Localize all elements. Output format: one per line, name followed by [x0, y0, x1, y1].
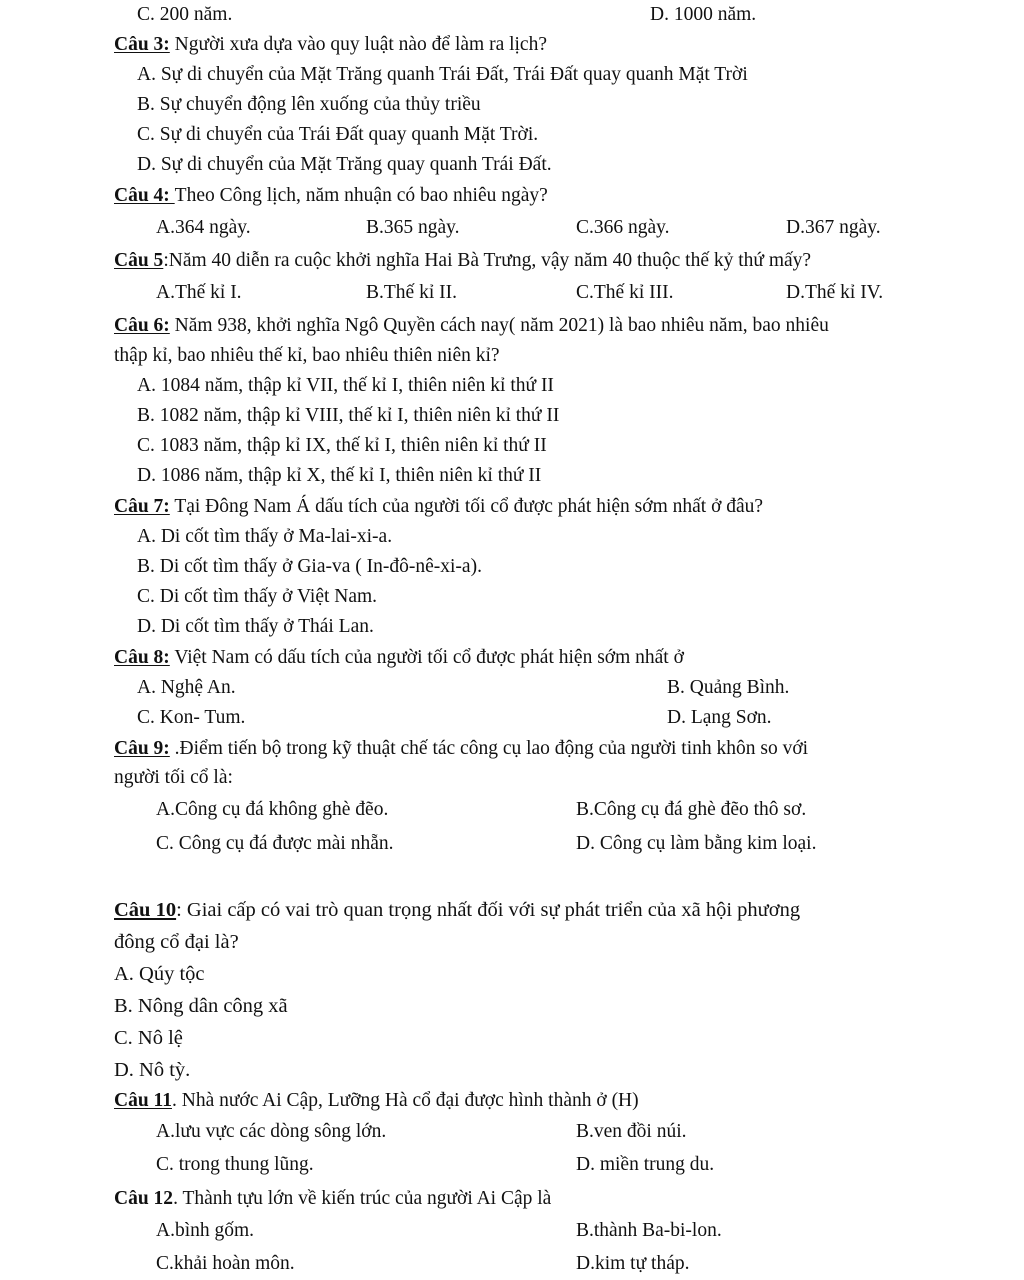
- option-a: A. Qúy tộc: [114, 963, 205, 985]
- option-a: A.364 ngày.: [156, 217, 251, 238]
- question-label: Câu 5: [114, 250, 164, 271]
- option-b: B. Sự chuyển động lên xuống của thủy triều: [137, 94, 481, 115]
- option-b: B. Nông dân công xã: [114, 995, 288, 1017]
- option-c: C.khải hoàn môn.: [156, 1253, 295, 1274]
- option-a: A.lưu vực các dòng sông lớn.: [156, 1121, 387, 1142]
- option-a: A.Công cụ đá không ghè đẽo.: [156, 799, 389, 820]
- option-c: C. trong thung lũng.: [156, 1154, 314, 1175]
- option-d: D. miền trung du.: [576, 1154, 715, 1175]
- option-c: C.Thế kỉ III.: [576, 282, 674, 303]
- question-11: [114, 1091, 639, 1111]
- option-c: C. Công cụ đá được mài nhẵn.: [156, 833, 394, 854]
- question-text-cont: thập kỉ, bao nhiêu thế kỉ, bao nhiêu thiên niên kỉ?: [114, 345, 500, 366]
- option-a: A. Di cốt tìm thấy ở Ma-lai-xi-a.: [137, 526, 393, 547]
- question-text: :Năm 40 diễn ra cuộc khởi nghĩa Hai Bà Trưng, vậy năm 40 thuộc thế kỷ thứ mấy?: [163, 250, 812, 271]
- option-a: A.Thế kỉ I.: [156, 282, 242, 303]
- question-label: Câu 7:: [114, 496, 170, 517]
- question-text: Tại Đông Nam Á dấu tích của người tối cổ được phát hiện sớm nhất ở đâu?: [169, 496, 764, 517]
- question-5: [114, 251, 811, 271]
- option-a: A. Nghệ An.: [137, 677, 236, 698]
- option-c: C. Nô lệ: [114, 1027, 183, 1049]
- option-d: D. Lạng Sơn.: [667, 707, 772, 728]
- option-d: D. Di cốt tìm thấy ở Thái Lan.: [137, 616, 374, 637]
- question-text: Việt Nam có dấu tích của người tối cổ được phát hiện sớm nhất ở: [169, 647, 684, 668]
- question-3: [114, 35, 547, 55]
- question-text: . Nhà nước Ai Cập, Lưỡng Hà cổ đại được hình thành ở (H): [171, 1090, 639, 1111]
- option-b: B.Thế kỉ II.: [366, 282, 457, 303]
- question-text: : Giai cấp có vai trò quan trọng nhất đối với sự phát triển của xã hội phương: [176, 899, 801, 921]
- question-text: Người xưa dựa vào quy luật nào để làm ra lịch?: [169, 34, 547, 55]
- question-10: [114, 900, 800, 921]
- question-6: [114, 316, 829, 336]
- question-12: [114, 1189, 551, 1209]
- question-text-cont: đông cổ đại là?: [114, 931, 239, 953]
- option-b: B. Di cốt tìm thấy ở Gia-va ( In-đô-nê-xi-a).: [137, 556, 482, 577]
- option-d: D.367 ngày.: [786, 217, 881, 238]
- question-text: Theo Công lịch, năm nhuận có bao nhiêu ngày?: [174, 185, 548, 206]
- option-c: C. 200 năm.: [137, 4, 233, 25]
- option-d: D. Nô tỳ.: [114, 1059, 191, 1081]
- option-a: A. 1084 năm, thập kỉ VII, thế kỉ I, thiên niên kỉ thứ II: [137, 375, 554, 396]
- question-text: Năm 938, khởi nghĩa Ngô Quyền cách nay( năm 2021) là bao nhiêu năm, bao nhiêu: [169, 315, 829, 336]
- question-4: [114, 186, 548, 206]
- option-b: B. Quảng Bình.: [667, 677, 790, 698]
- option-c: C. Kon- Tum.: [137, 707, 246, 728]
- option-c: C. Di cốt tìm thấy ở Việt Nam.: [137, 586, 378, 607]
- option-d: D.kim tự tháp.: [576, 1253, 690, 1274]
- option-b: B.thành Ba-bi-lon.: [576, 1220, 722, 1241]
- question-label: Câu 9:: [114, 738, 170, 759]
- option-d: D. Sự di chuyển của Mặt Trăng quay quanh Trái Đất.: [137, 154, 552, 175]
- option-d: D. 1000 năm.: [650, 4, 757, 25]
- option-d: D. 1086 năm, thập kỉ X, thế kỉ I, thiên niên kỉ thứ II: [137, 465, 542, 486]
- option-b: B.ven đồi núi.: [576, 1121, 687, 1142]
- question-9: [114, 739, 808, 759]
- option-c: C. Sự di chuyển của Trái Đất quay quanh Mặt Trời.: [137, 124, 539, 145]
- option-d: D. Công cụ làm bằng kim loại.: [576, 833, 817, 854]
- question-text: . Thành tựu lớn về kiến trúc của người Ai Cập là: [173, 1188, 552, 1209]
- option-a: A. Sự di chuyển của Mặt Trăng quanh Trái Đất, Trái Đất quay quanh Mặt Trời: [137, 64, 748, 85]
- question-text: .Điểm tiến bộ trong kỹ thuật chế tác công cụ lao động của người tinh khôn so với: [169, 738, 809, 759]
- question-label: Câu 6:: [114, 315, 170, 336]
- question-7: [114, 497, 763, 517]
- question-label: Câu 3:: [114, 34, 170, 55]
- option-d: D.Thế kỉ IV.: [786, 282, 884, 303]
- option-a: A.bình gốm.: [156, 1220, 255, 1241]
- option-b: B. 1082 năm, thập kỉ VIII, thế kỉ I, thiên niên kỉ thứ II: [137, 405, 560, 426]
- option-c: C. 1083 năm, thập kỉ IX, thế kỉ I, thiên niên kỉ thứ II: [137, 435, 547, 456]
- option-b: B.Công cụ đá ghè đẽo thô sơ.: [576, 799, 807, 820]
- option-b: B.365 ngày.: [366, 217, 460, 238]
- question-label: Câu 12: [114, 1188, 174, 1209]
- option-c: C.366 ngày.: [576, 217, 670, 238]
- question-label: Câu 11: [114, 1090, 172, 1111]
- question-label: Câu 4:: [114, 185, 175, 206]
- question-label: Câu 10: [114, 899, 177, 921]
- question-text-cont: người tối cổ là:: [114, 767, 233, 788]
- question-8: [114, 648, 684, 668]
- question-label: Câu 8:: [114, 647, 170, 668]
